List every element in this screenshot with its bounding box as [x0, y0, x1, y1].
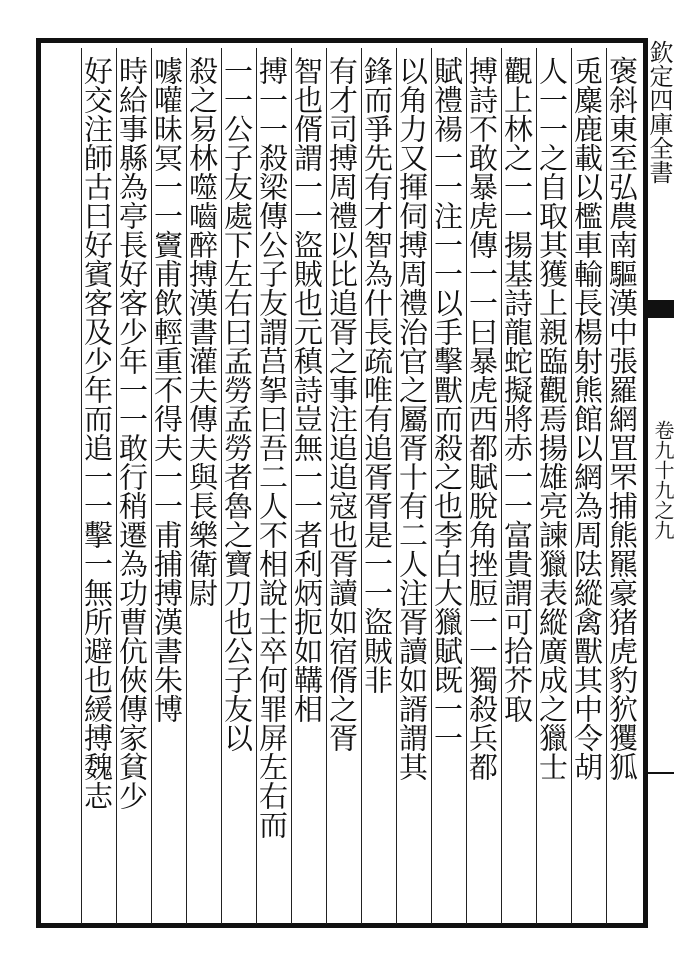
text-column-13: 殺之易林噬嚙醉搏漢書灌夫傳夫與長樂衛尉 — [185, 56, 219, 607]
text-column-6: 賦禮禓一一注一一以手擊獸而殺之也李白大獵賦既一一 — [430, 56, 464, 752]
text-column-15: 時給事縣為亭長好客少年一一敢行稍遷為功曹伉俠傳家貧少 — [115, 56, 149, 810]
text-column-14: 噱嚾昧冥一一竇甫飲輕重不得夫一一甫捕搏漢書朱博 — [150, 56, 184, 723]
text-column-1: 褒斜東至弘農南驅漢中張羅網罝罘捕熊羆豪猪虎豹狖玃狐 — [605, 56, 639, 781]
margin-rule — [644, 772, 674, 774]
text-column-7: 以角力又揮伺搏周禮治官之屬胥十有二人注胥讀如諝謂其 — [395, 56, 429, 781]
text-column-16: 好交注師古曰好賓客及少年而追一一擊一無所避也緩搏魏志 — [80, 56, 114, 810]
text-column-12: 一一公子友處下左右曰孟勞孟勞者魯之寶刀也公子友以 — [220, 56, 254, 752]
text-column-11: 搏一一殺梁傳公子友謂莒挐曰吾二人不相說士卒何罪屏左右而 — [255, 56, 289, 839]
text-column-5: 搏詩不敢暴虎傳一一曰暴虎西都賦脫角挫脰一一獨殺兵都 — [465, 56, 499, 781]
text-column-2: 兎麋鹿載以檻車輸長楊射熊館以網為周阹縱禽獸其中令胡 — [570, 56, 604, 781]
fish-tail-mark — [644, 300, 674, 318]
volume-label: 卷九十九之九 — [651, 420, 675, 540]
text-column-9: 有才司搏周禮以比追胥之事注追追寇也胥讀如宿偦之胥 — [325, 56, 359, 752]
text-column-3: 人一一之自取其獲上親臨觀焉揚雄亮諫獵表縱廣成之獵士 — [535, 56, 569, 781]
book-title: 欽定四庫全書 — [645, 40, 673, 184]
text-column-10: 智也偦謂一一盜賊也元稹詩豈無一一者利炳扼如鞲相 — [290, 56, 324, 723]
text-column-4: 觀上林之一一揚基詩龍蛇擬將赤一一富貴謂可拾芥取 — [500, 56, 534, 723]
text-column-8: 鋒而爭先有才智為什長疏唯有追胥胥是一一盜賊非 — [360, 56, 394, 694]
